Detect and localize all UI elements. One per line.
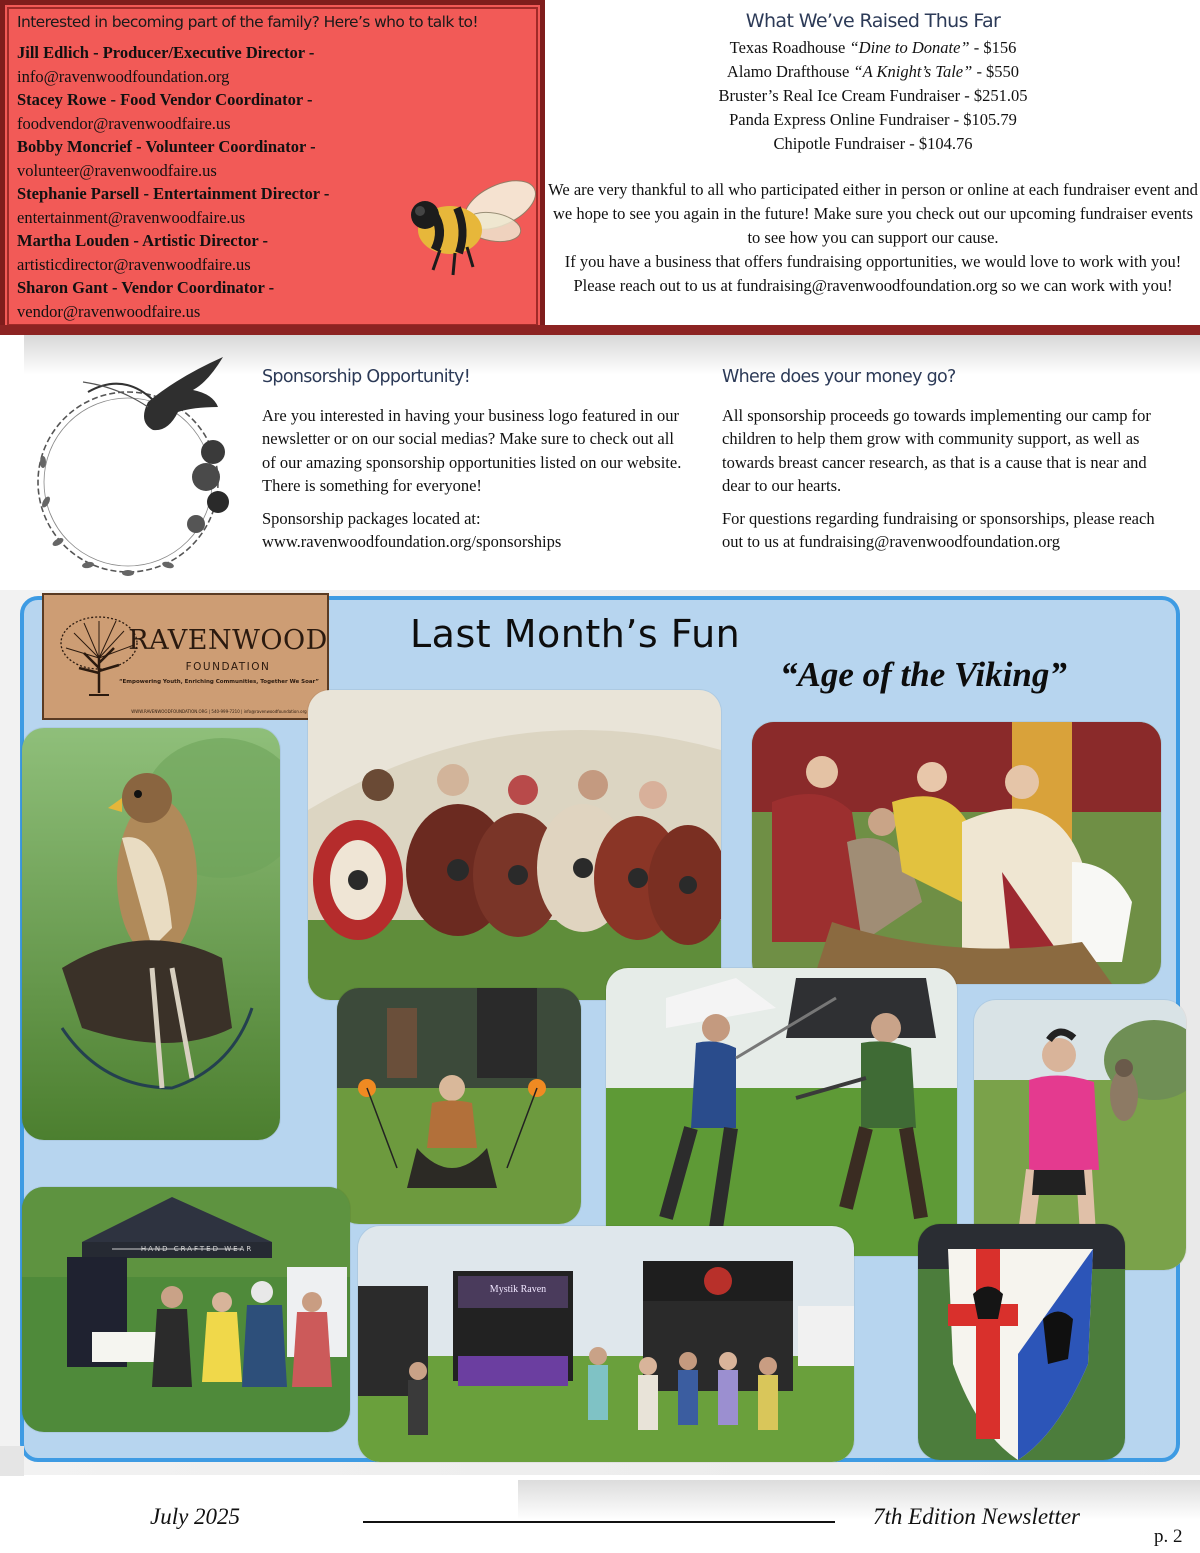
tent-sign: HAND CRAFTED WEAR <box>140 1245 254 1253</box>
raised-item <box>548 36 1198 60</box>
fun-subtitle: “Age of the Viking” <box>780 655 1067 694</box>
contact-item <box>17 229 377 276</box>
sponsorship-column <box>262 366 687 563</box>
raven-wreath-illustration <box>28 352 243 582</box>
contact-item <box>17 41 377 88</box>
footer-gradient-band <box>518 1480 1200 1520</box>
falcon-image <box>22 728 280 1140</box>
footer-date: July 2025 <box>150 1504 241 1529</box>
money-heading: Where does your money go? <box>722 367 956 387</box>
logo-tagline: “Empowering Youth, Enriching Communities, Together We Soar” <box>118 679 320 685</box>
money-column <box>722 366 1162 563</box>
footer-rule <box>363 1521 835 1523</box>
raised-item-text: Bruster’s Real Ice Cream Fundraiser - $251.05 <box>718 86 1028 105</box>
raised-business-text: If you have a business that offers fundraising opportunities, we would love to work with you! Please reach out to us at fundraising@ravenwoodfoundation.org so we can work with you! <box>564 252 1182 295</box>
contact-item <box>17 182 377 229</box>
logo-sub-name: FOUNDATION <box>185 661 271 673</box>
raised-item <box>548 84 1198 108</box>
contact-item <box>17 276 377 323</box>
bee-illustration <box>405 175 540 285</box>
shield-wall-image <box>308 690 721 1000</box>
raised-item-event: “Dine to Donate” <box>849 38 970 57</box>
logo-contact-footer: WWW.RAVENWOODFOUNDATION.ORG | 540-999-7210 | info@ravenwoodfoundation.org <box>131 709 307 714</box>
booth-crowd-image <box>358 1226 854 1462</box>
raised-item <box>548 108 1198 132</box>
contact-item <box>17 135 377 182</box>
photo-falcon <box>22 728 280 1140</box>
raised-thanks-text: We are very thankful to all who participated either in person or online at each fundraiser event and we hope to see you again in the future! Make sure you check out our upcoming fundraiser events to see how you can support our cause. <box>548 180 1198 247</box>
booth-sign: Mystik Raven <box>489 1284 547 1295</box>
fire-performer-image <box>337 988 581 1224</box>
contact-item <box>17 88 377 135</box>
photo-costume-gathering <box>752 722 1161 984</box>
contact-name: Sharon Gant - Vendor Coordinator - <box>17 278 275 297</box>
contact-name: Jill Edlich - Producer/Executive Director - <box>17 43 315 62</box>
contact-name: Martha Louden - Artistic Director - <box>17 231 268 250</box>
contacts-box <box>0 0 545 333</box>
raised-item-text: Alamo Drafthouse <box>726 62 854 81</box>
costume-gathering-image <box>752 722 1161 984</box>
raised-item-amount: - $156 <box>969 38 1017 57</box>
footer-edition: 7th Edition Newsletter <box>873 1504 1080 1529</box>
raised-section <box>548 10 1198 298</box>
contact-email[interactable]: artisticdirector@ravenwoodfaire.us <box>17 254 251 274</box>
section-divider-bar <box>0 325 1200 335</box>
raised-heading: What We’ve Raised Thus Far <box>745 10 1001 32</box>
ravenwood-logo <box>42 593 329 720</box>
raised-thanks-paragraph <box>548 178 1198 298</box>
raised-item-amount: - $550 <box>972 62 1020 81</box>
logo-brand-name: RAVENWOOD <box>128 625 328 656</box>
contact-email[interactable]: info@ravenwoodfoundation.org <box>17 66 230 86</box>
sponsorship-body: Are you interested in having your business logo featured in our newsletter or on our social medias? Make sure to check out all of our amazing sponsorship opportunities listed on our website. There is something for everyone! <box>262 405 682 495</box>
photo-vendor-tent <box>22 1187 350 1432</box>
contact-name: Bobby Moncrief - Volunteer Coordinator - <box>17 137 316 156</box>
sponsorship-packages-label: Sponsorship packages located at: <box>262 508 481 528</box>
photo-booth-crowd <box>358 1226 854 1462</box>
heraldic-shield-image <box>918 1224 1125 1460</box>
footer-left-shade <box>0 1446 24 1476</box>
raised-item-text: Chipotle Fundraiser - $104.76 <box>773 134 973 153</box>
photo-sword-fight <box>606 968 957 1256</box>
page-number: p. 2 <box>1154 1526 1183 1547</box>
sponsorship-packages <box>262 507 687 554</box>
raised-item-text: Texas Roadhouse <box>729 38 850 57</box>
photo-shield-wall <box>308 690 721 1000</box>
photo-heraldic-shield <box>918 1224 1125 1460</box>
money-body: All sponsorship proceeds go towards implementing our camp for children to help them grow with community support, as well as towards breast cancer research, as that is a cause that is near and dear to our hearts. <box>722 405 1151 495</box>
raised-item <box>548 60 1198 84</box>
contact-email[interactable]: volunteer@ravenwoodfaire.us <box>17 160 217 180</box>
contacts-heading: Interested in becoming part of the family? Here’s who to talk to! <box>17 13 479 31</box>
raised-item-text: Panda Express Online Fundraiser - $105.79 <box>729 110 1017 129</box>
sword-fight-image <box>606 968 957 1256</box>
raised-item-event: “A Knight’s Tale” <box>853 62 973 81</box>
sponsorship-heading: Sponsorship Opportunity! <box>262 367 471 387</box>
contact-email[interactable]: vendor@ravenwoodfaire.us <box>17 301 201 321</box>
fun-title: Last Month’s Fun <box>410 612 741 656</box>
vendor-tent-image <box>22 1187 350 1432</box>
contact-name: Stacey Rowe - Food Vendor Coordinator - <box>17 90 313 109</box>
raised-item <box>548 132 1198 156</box>
photo-fire-performer <box>337 988 581 1224</box>
contact-email[interactable]: entertainment@ravenwoodfaire.us <box>17 207 246 227</box>
contact-name: Stephanie Parsell - Entertainment Director - <box>17 184 330 203</box>
contact-email[interactable]: foodvendor@ravenwoodfaire.us <box>17 113 231 133</box>
sponsorship-packages-link[interactable]: www.ravenwoodfoundation.org/sponsorships <box>262 532 562 551</box>
money-questions: For questions regarding fundraising or sponsorships, please reach out to us at fundraising@ravenwoodfoundation.org <box>722 508 1155 551</box>
contact-list <box>17 41 377 323</box>
